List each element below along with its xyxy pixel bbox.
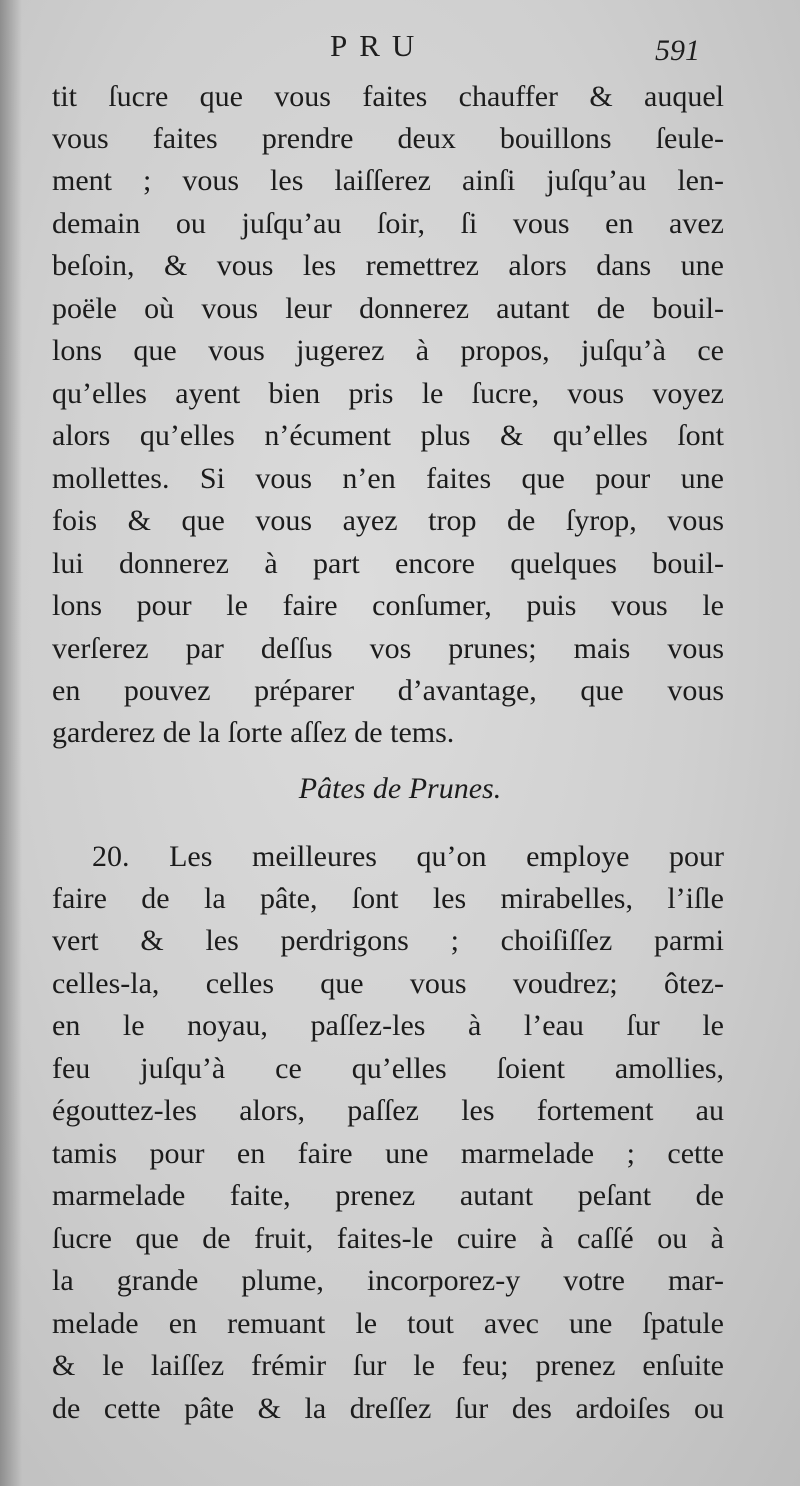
text-line: 20. Les meilleures qu’on employe pour (92, 840, 724, 873)
text-line: garderez de la ſorte aſſez de tems. (52, 716, 455, 749)
text-line: de cette pâte & la dreſſez ſur des ardoiſes ou (52, 1392, 724, 1425)
text-line: melade en remuant le tout avec une ſpatule (52, 1307, 724, 1340)
text-line: ment ; vous les laiſſerez ainſi juſqu’au len- (52, 164, 724, 197)
text-line: la grande plume, incorporez-y votre mar- (52, 1264, 724, 1297)
text-line: lons que vous jugerez à propos, juſqu’à ce (52, 334, 724, 367)
text-line: vous faites prendre deux bouillons ſeule- (52, 122, 724, 155)
text-line: tit ſucre que vous faites chauffer & auquel (52, 80, 724, 113)
text-line: lui donnerez à part encore quelques bouil- (52, 547, 724, 580)
spine-shadow (0, 0, 22, 1486)
running-head-title: PRU (330, 28, 427, 63)
page-number: 591 (655, 34, 700, 67)
text-line: faire de la pâte, ſont les mirabelles, l’iſle (52, 882, 724, 915)
text-line: fois & que vous ayez trop de ſyrop, vous (52, 504, 724, 537)
text-line: égouttez-les alors, paſſez les fortement au (52, 1094, 724, 1127)
section-heading: Pâtes de Prunes. (298, 772, 502, 805)
text-line: vert & les perdrigons ; choiſiſſez parmi (52, 924, 724, 957)
text-line: en le noyau, paſſez-les à l’eau ſur le (52, 1009, 724, 1042)
text-line: alors qu’elles n’écument plus & qu’elles ſont (52, 419, 724, 452)
text-line: celles-la, celles que vous voudrez; ôtez- (52, 967, 724, 1000)
text-line: en pouvez préparer d’avantage, que vous (52, 674, 724, 707)
text-line: qu’elles ayent bien pris le ſucre, vous voyez (52, 377, 724, 410)
text-line: poële où vous leur donnerez autant de bouil- (52, 292, 724, 325)
text-line: demain ou juſqu’au ſoir, ſi vous en avez (52, 207, 724, 240)
text-line: lons pour le faire conſumer, puis vous le (52, 589, 724, 622)
text-line: marmelade faite, prenez autant peſant de (52, 1179, 724, 1212)
text-line: verſerez par deſſus vos prunes; mais vous (52, 632, 724, 665)
text-line: feu juſqu’à ce qu’elles ſoient amollies, (52, 1052, 724, 1085)
text-line: beſoin, & vous les remettrez alors dans une (52, 249, 724, 282)
text-line: ſucre que de fruit, faites-le cuire à caſſé ou à (52, 1222, 724, 1255)
text-line: & le laiſſez frémir ſur le feu; prenez enſuite (52, 1349, 724, 1382)
text-line: mollettes. Si vous n’en faites que pour une (52, 462, 724, 495)
text-line: tamis pour en faire une marmelade ; cette (52, 1137, 724, 1170)
running-head (0, 28, 800, 72)
